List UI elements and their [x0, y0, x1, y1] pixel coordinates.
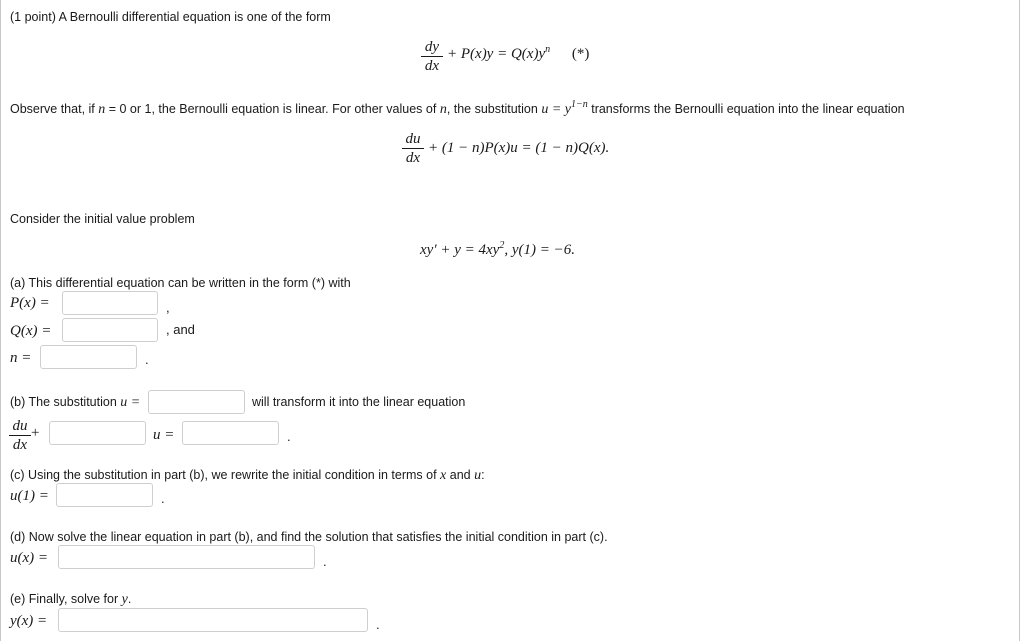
part-a-after: with — [325, 276, 351, 290]
points-label: (1 point) — [10, 10, 56, 24]
yx-input[interactable] — [58, 608, 368, 632]
part-b-fraction — [9, 418, 31, 453]
ivp-condition: , y(1) = −6. — [504, 242, 575, 258]
n-input[interactable] — [40, 345, 137, 369]
observe-exponent: 1−n — [571, 99, 588, 110]
observe-text-5: transforms the Bernoulli equation into the linear equation — [587, 102, 905, 116]
y-variable: y — [121, 592, 128, 607]
equation-body: + P(x)y = Q(x)y — [447, 46, 546, 62]
part-e-dot: . — [127, 592, 132, 606]
substitution-label: u = — [120, 395, 141, 410]
part-b-text — [10, 395, 140, 410]
q-label: Q(x) = — [10, 323, 52, 339]
x-variable: x — [440, 468, 447, 483]
part-a-before: (a) This differential equation can be written in the form — [10, 276, 312, 290]
part-c-period: . — [161, 491, 165, 506]
part-c-before: (c) Using the substitution in part (b), we rewrite the initial condition in terms of — [10, 468, 441, 482]
part-a-period: . — [145, 352, 149, 367]
and-text: , and — [166, 322, 195, 337]
yx-label: y(x) = — [10, 613, 48, 629]
ivp-exponent: 2 — [499, 240, 505, 251]
part-b-after: will transform it into the linear equation — [252, 395, 466, 409]
ivp-body: xy′ + y = 4xy — [420, 242, 500, 258]
bernoulli-fraction — [421, 39, 443, 74]
part-c-text — [10, 468, 485, 483]
equation-tag: (*) — [571, 46, 590, 62]
coefficient-input[interactable] — [49, 421, 146, 445]
part-b-before: (b) The substitution — [10, 395, 121, 409]
p-comma: , — [166, 300, 170, 315]
part-b-period: . — [287, 429, 291, 444]
part-d-text: (d) Now solve the linear equation in part (b), and find the solution that satisfies the initial condition in part (c). — [10, 530, 608, 544]
part-b-numerator: du — [9, 418, 31, 436]
part-c-colon: : — [481, 468, 485, 482]
u-variable: u — [541, 102, 549, 117]
u1-label: u(1) = — [10, 488, 49, 504]
equation-exponent: n — [545, 44, 551, 55]
linear-equation: + (1 − n)P(x)u = (1 − n)Q(x). — [428, 140, 610, 156]
rhs-input[interactable] — [182, 421, 279, 445]
fraction-numerator: dy — [421, 39, 443, 57]
u-variable-c: u — [474, 468, 482, 483]
u1-input[interactable] — [56, 483, 153, 507]
part-e-period: . — [376, 617, 380, 632]
part-d-period: . — [323, 554, 327, 569]
n-variable: n — [98, 102, 106, 117]
observe-text-2: = 0 or 1, the Bernoulli equation is linear. For other values of — [105, 102, 440, 116]
linear-fraction — [402, 131, 424, 166]
plus-sign: + — [31, 425, 40, 441]
intro-text: A Bernoulli differential equation is one of the form — [58, 10, 331, 24]
linear-numerator: du — [402, 131, 424, 149]
part-e-before: (e) Finally, solve for — [10, 592, 122, 606]
ivp-equation — [420, 242, 575, 259]
part-e-text — [10, 592, 131, 607]
part-c-and: and — [446, 468, 475, 482]
intro-line — [10, 10, 331, 24]
observe-text-1: Observe that, if — [10, 102, 99, 116]
part-a-text — [10, 276, 351, 290]
n-variable-2: n — [439, 102, 447, 117]
p-input[interactable] — [62, 291, 158, 315]
q-input[interactable] — [62, 318, 158, 342]
form-tag: (*) — [311, 276, 325, 290]
fraction-denominator: dx — [424, 58, 440, 74]
linear-denominator: dx — [405, 150, 421, 166]
ivp-label: Consider the initial value problem — [10, 212, 195, 226]
ux-input[interactable] — [58, 545, 315, 569]
ux-label: u(x) = — [10, 550, 49, 566]
substitution-input[interactable] — [148, 390, 245, 414]
p-label: P(x) = — [10, 295, 50, 311]
n-label: n = — [10, 350, 32, 366]
u-equals-label: u = — [153, 427, 175, 443]
observe-text-3: , the substitution — [446, 102, 542, 116]
observe-text-4: = y — [548, 102, 571, 117]
bernoulli-equation — [447, 46, 589, 63]
observe-line — [10, 99, 905, 117]
part-b-denominator: dx — [12, 437, 28, 453]
